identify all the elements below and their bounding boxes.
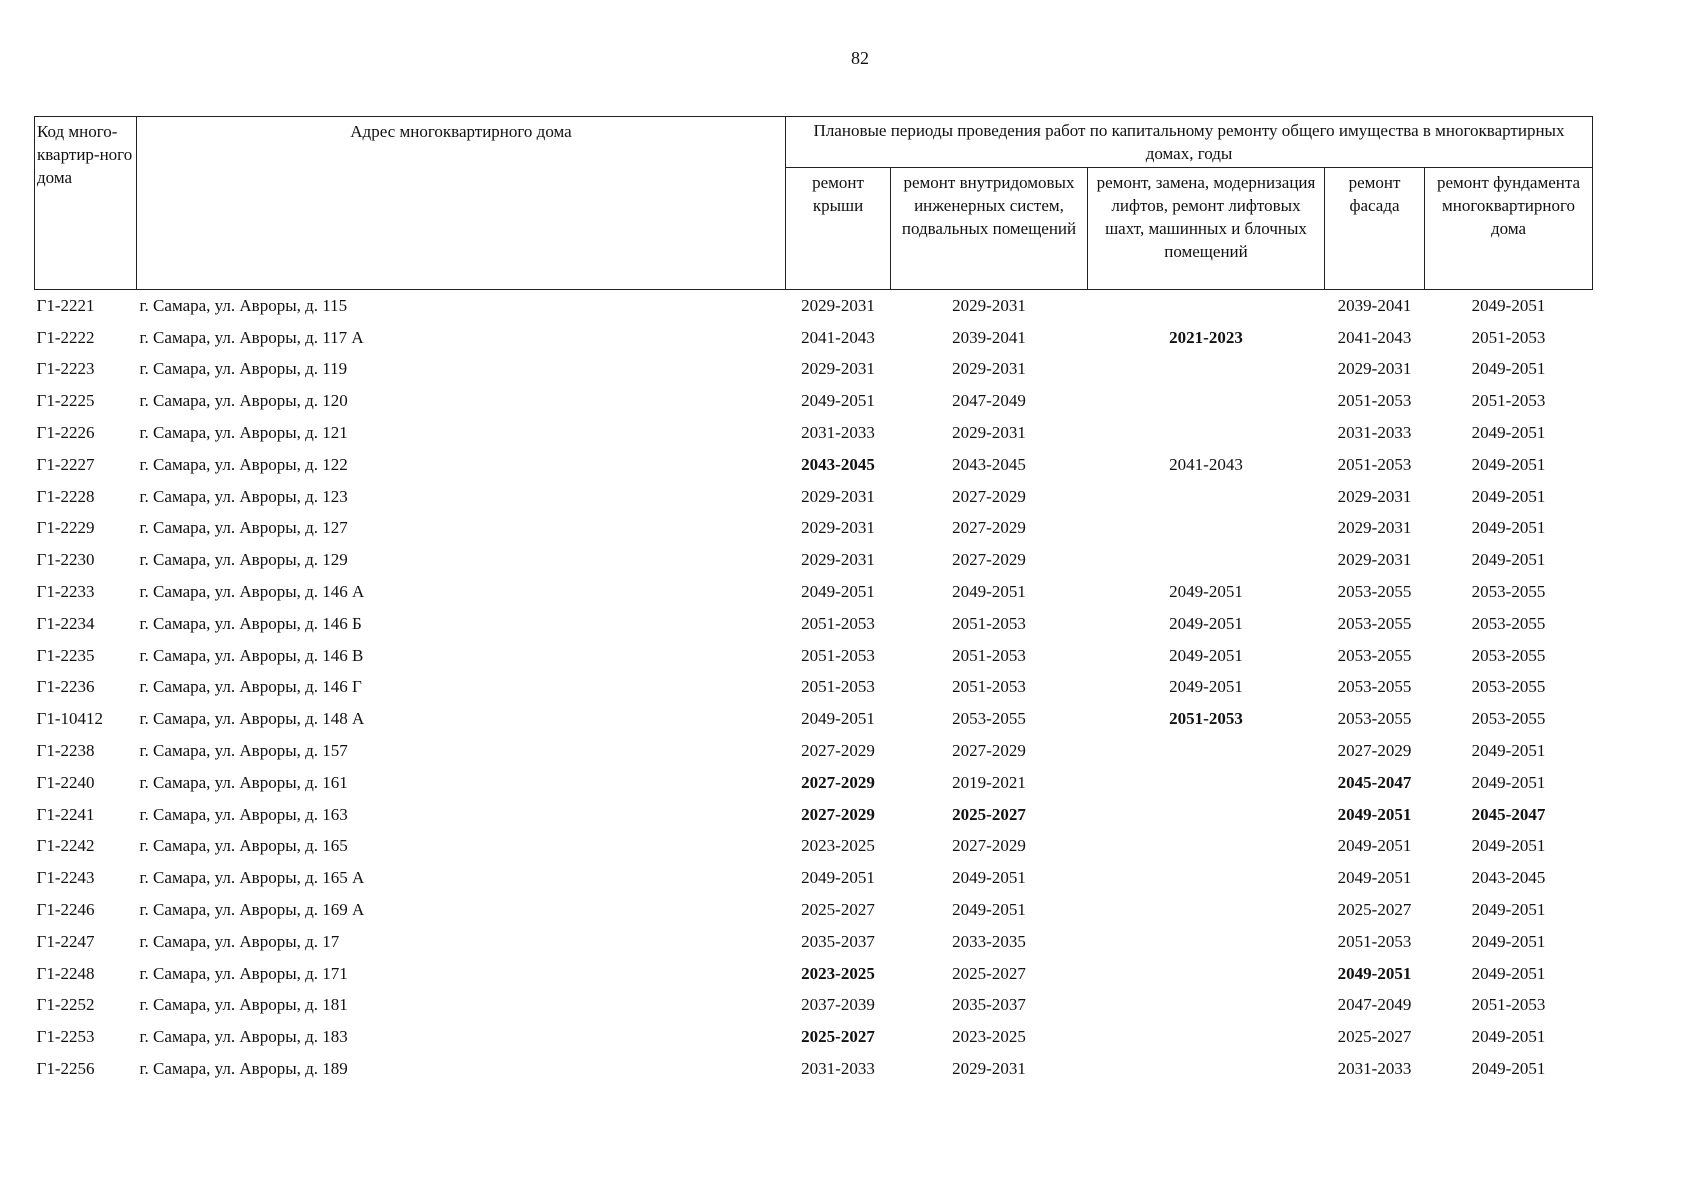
cell-lifts xyxy=(1088,767,1325,799)
cell-code: Г1-2253 xyxy=(36,1027,95,1047)
table-row xyxy=(35,735,1593,767)
cell-engineering: 2029-2031 xyxy=(952,423,1026,443)
cell-code: Г1-2235 xyxy=(36,645,95,665)
cell-foundation: 2049-2051 xyxy=(1471,1027,1546,1047)
cell-facade: 2049-2051 xyxy=(1337,868,1412,888)
table-row xyxy=(35,322,1593,354)
cell-lifts: 2049-2051 xyxy=(1169,582,1243,602)
cell-facade: 2049-2051 xyxy=(1337,804,1412,824)
cell-facade: 2053-2055 xyxy=(1337,709,1412,729)
cell-code: Г1-2228 xyxy=(36,486,95,506)
cell-address: г. Самара, ул. Авроры, д. 165 А xyxy=(139,868,365,888)
cell-roof: 2027-2029 xyxy=(801,804,875,824)
table-header xyxy=(35,117,1593,290)
cell-code: Г1-2226 xyxy=(36,423,95,443)
cell-engineering: 2053-2055 xyxy=(952,709,1026,729)
cell-address: г. Самара, ул. Авроры, д. 129 xyxy=(139,550,348,570)
table-row xyxy=(35,958,1593,990)
cell-lifts xyxy=(1088,385,1325,417)
cell-engineering: 2029-2031 xyxy=(952,1059,1026,1079)
cell-facade: 2053-2055 xyxy=(1337,645,1412,665)
cell-address: г. Самара, ул. Авроры, д. 163 xyxy=(139,804,348,824)
cell-foundation: 2049-2051 xyxy=(1471,836,1546,856)
table-row xyxy=(35,354,1593,386)
cell-address: г. Самара, ул. Авроры, д. 146 В xyxy=(139,645,364,665)
cell-roof: 2049-2051 xyxy=(801,709,875,729)
cell-lifts xyxy=(1088,290,1325,322)
cell-engineering: 2033-2035 xyxy=(952,931,1026,951)
cell-foundation: 2053-2055 xyxy=(1471,677,1546,697)
cell-roof: 2037-2039 xyxy=(801,995,875,1015)
table-row xyxy=(35,672,1593,704)
cell-engineering: 2049-2051 xyxy=(952,868,1026,888)
cell-foundation: 2051-2053 xyxy=(1471,391,1546,411)
cell-foundation: 2043-2045 xyxy=(1471,868,1546,888)
header-address: Адрес многоквартирного дома xyxy=(137,117,786,290)
table-row xyxy=(35,481,1593,513)
cell-facade: 2029-2031 xyxy=(1337,550,1412,570)
cell-address: г. Самара, ул. Авроры, д. 189 xyxy=(139,1059,348,1079)
cell-facade: 2041-2043 xyxy=(1337,327,1412,347)
cell-lifts xyxy=(1088,513,1325,545)
cell-lifts: 2021-2023 xyxy=(1169,327,1243,347)
cell-facade: 2031-2033 xyxy=(1337,423,1412,443)
cell-facade: 2025-2027 xyxy=(1337,900,1412,920)
cell-foundation: 2051-2053 xyxy=(1471,327,1546,347)
cell-roof: 2023-2025 xyxy=(801,836,875,856)
cell-code: Г1-2223 xyxy=(36,359,95,379)
cell-code: Г1-2240 xyxy=(36,772,95,792)
cell-foundation: 2049-2051 xyxy=(1471,772,1546,792)
cell-lifts xyxy=(1088,417,1325,449)
cell-code: Г1-2246 xyxy=(36,900,95,920)
cell-lifts: 2041-2043 xyxy=(1169,454,1243,474)
table-row xyxy=(35,290,1593,322)
cell-facade: 2031-2033 xyxy=(1337,1059,1412,1079)
cell-address: г. Самара, ул. Авроры, д. 117 А xyxy=(139,327,364,347)
cell-lifts xyxy=(1088,894,1325,926)
table-row xyxy=(35,544,1593,576)
table-row xyxy=(35,767,1593,799)
cell-address: г. Самара, ул. Авроры, д. 148 А xyxy=(139,709,365,729)
cell-code: Г1-2247 xyxy=(36,931,95,951)
cell-roof: 2025-2027 xyxy=(801,1027,875,1047)
cell-roof: 2027-2029 xyxy=(801,772,875,792)
cell-code: Г1-2236 xyxy=(36,677,95,697)
cell-facade: 2051-2053 xyxy=(1337,454,1412,474)
cell-address: г. Самара, ул. Авроры, д. 183 xyxy=(139,1027,348,1047)
table-row xyxy=(35,894,1593,926)
cell-foundation: 2049-2051 xyxy=(1471,550,1546,570)
cell-foundation: 2049-2051 xyxy=(1471,486,1546,506)
cell-foundation: 2049-2051 xyxy=(1471,963,1546,983)
cell-roof: 2051-2053 xyxy=(801,677,875,697)
cell-code: Г1-2242 xyxy=(36,836,95,856)
cell-engineering: 2051-2053 xyxy=(952,613,1026,633)
cell-roof: 2049-2051 xyxy=(801,391,875,411)
cell-facade: 2039-2041 xyxy=(1337,295,1412,315)
cell-code: Г1-2229 xyxy=(36,518,95,538)
cell-foundation: 2049-2051 xyxy=(1471,423,1546,443)
cell-address: г. Самара, ул. Авроры, д. 119 xyxy=(139,359,348,379)
cell-engineering: 2049-2051 xyxy=(952,900,1026,920)
cell-address: г. Самара, ул. Авроры, д. 123 xyxy=(139,486,348,506)
cell-lifts xyxy=(1088,799,1325,831)
cell-engineering: 2027-2029 xyxy=(952,550,1026,570)
cell-facade: 2027-2029 xyxy=(1337,741,1412,761)
cell-engineering: 2051-2053 xyxy=(952,645,1026,665)
cell-code: Г1-2238 xyxy=(36,741,95,761)
cell-foundation: 2051-2053 xyxy=(1471,995,1546,1015)
cell-engineering: 2023-2025 xyxy=(952,1027,1026,1047)
cell-facade: 2049-2051 xyxy=(1337,963,1412,983)
cell-facade: 2029-2031 xyxy=(1337,518,1412,538)
cell-facade: 2053-2055 xyxy=(1337,582,1412,602)
cell-foundation: 2049-2051 xyxy=(1471,900,1546,920)
cell-facade: 2025-2027 xyxy=(1337,1027,1412,1047)
table-body xyxy=(35,290,1593,1085)
cell-foundation: 2049-2051 xyxy=(1471,518,1546,538)
cell-engineering: 2019-2021 xyxy=(952,772,1026,792)
cell-roof: 2029-2031 xyxy=(801,550,875,570)
cell-address: г. Самара, ул. Авроры, д. 171 xyxy=(139,963,348,983)
cell-foundation: 2049-2051 xyxy=(1471,359,1546,379)
cell-foundation: 2049-2051 xyxy=(1471,454,1546,474)
header-code: Код много-квартир-ного дома xyxy=(35,117,137,290)
header-foundation: ремонт фундамента многоквартирного дома xyxy=(1425,168,1593,290)
cell-code: Г1-2241 xyxy=(36,804,95,824)
header-lifts: ремонт, замена, модернизация лифтов, ремонт лифтовых шахт, машинных и блочных помещений xyxy=(1088,168,1325,290)
cell-roof: 2041-2043 xyxy=(801,327,875,347)
table-row xyxy=(35,449,1593,481)
header-periods-group: Плановые периоды проведения работ по капитальному ремонту общего имущества в многоквартирных домах, годы xyxy=(786,117,1593,168)
cell-code: Г1-2233 xyxy=(36,582,95,602)
table-row xyxy=(35,926,1593,958)
cell-foundation: 2049-2051 xyxy=(1471,295,1546,315)
cell-address: г. Самара, ул. Авроры, д. 181 xyxy=(139,995,348,1015)
cell-code: Г1-2225 xyxy=(36,391,95,411)
table-row xyxy=(35,608,1593,640)
table-row xyxy=(35,862,1593,894)
cell-foundation: 2045-2047 xyxy=(1471,804,1546,824)
cell-address: г. Самара, ул. Авроры, д. 127 xyxy=(139,518,348,538)
cell-lifts xyxy=(1088,1021,1325,1053)
cell-foundation: 2049-2051 xyxy=(1471,1059,1546,1079)
cell-address: г. Самара, ул. Авроры, д. 169 А xyxy=(139,900,365,920)
cell-lifts xyxy=(1088,831,1325,863)
cell-engineering: 2027-2029 xyxy=(952,518,1026,538)
cell-roof: 2029-2031 xyxy=(801,518,875,538)
cell-lifts xyxy=(1088,735,1325,767)
cell-lifts: 2049-2051 xyxy=(1169,677,1243,697)
cell-facade: 2047-2049 xyxy=(1337,995,1412,1015)
cell-code: Г1-2222 xyxy=(36,327,95,347)
cell-lifts xyxy=(1088,481,1325,513)
cell-engineering: 2025-2027 xyxy=(952,804,1026,824)
cell-engineering: 2043-2045 xyxy=(952,454,1026,474)
cell-code: Г1-10412 xyxy=(36,709,103,729)
cell-engineering: 2049-2051 xyxy=(952,582,1026,602)
header-facade: ремонт фасада xyxy=(1325,168,1425,290)
cell-facade: 2051-2053 xyxy=(1337,931,1412,951)
cell-engineering: 2035-2037 xyxy=(952,995,1026,1015)
cell-address: г. Самара, ул. Авроры, д. 165 xyxy=(139,836,348,856)
cell-engineering: 2025-2027 xyxy=(952,963,1026,983)
cell-foundation: 2053-2055 xyxy=(1471,709,1546,729)
cell-lifts xyxy=(1088,926,1325,958)
cell-lifts: 2049-2051 xyxy=(1169,645,1243,665)
cell-lifts xyxy=(1088,544,1325,576)
table-row xyxy=(35,576,1593,608)
cell-address: г. Самара, ул. Авроры, д. 121 xyxy=(139,423,348,443)
cell-code: Г1-2227 xyxy=(36,454,95,474)
table-row xyxy=(35,1021,1593,1053)
cell-address: г. Самара, ул. Авроры, д. 120 xyxy=(139,391,348,411)
cell-address: г. Самара, ул. Авроры, д. 115 xyxy=(139,295,348,315)
table-row xyxy=(35,640,1593,672)
cell-address: г. Самара, ул. Авроры, д. 146 Б xyxy=(139,613,362,633)
cell-address: г. Самара, ул. Авроры, д. 161 xyxy=(139,772,348,792)
table-row xyxy=(35,703,1593,735)
cell-address: г. Самара, ул. Авроры, д. 146 А xyxy=(139,582,365,602)
cell-code: Г1-2234 xyxy=(36,613,95,633)
cell-address: г. Самара, ул. Авроры, д. 157 xyxy=(139,741,348,761)
cell-roof: 2049-2051 xyxy=(801,582,875,602)
cell-code: Г1-2256 xyxy=(36,1059,95,1079)
cell-lifts: 2049-2051 xyxy=(1169,613,1243,633)
cell-roof: 2043-2045 xyxy=(801,454,875,474)
cell-roof: 2051-2053 xyxy=(801,645,875,665)
cell-foundation: 2049-2051 xyxy=(1471,931,1546,951)
cell-code: Г1-2221 xyxy=(36,295,95,315)
table-row xyxy=(35,385,1593,417)
table-row xyxy=(35,1053,1593,1085)
cell-roof: 2031-2033 xyxy=(801,1059,875,1079)
cell-foundation: 2053-2055 xyxy=(1471,582,1546,602)
cell-code: Г1-2230 xyxy=(36,550,95,570)
cell-engineering: 2051-2053 xyxy=(952,677,1026,697)
cell-address: г. Самара, ул. Авроры, д. 17 xyxy=(139,931,340,951)
cell-engineering: 2027-2029 xyxy=(952,486,1026,506)
cell-code: Г1-2243 xyxy=(36,868,95,888)
cell-code: Г1-2252 xyxy=(36,995,95,1015)
cell-engineering: 2047-2049 xyxy=(952,391,1026,411)
cell-lifts xyxy=(1088,990,1325,1022)
cell-foundation: 2053-2055 xyxy=(1471,645,1546,665)
page-number: 82 xyxy=(851,48,869,68)
cell-facade: 2049-2051 xyxy=(1337,836,1412,856)
table-row xyxy=(35,990,1593,1022)
cell-facade: 2045-2047 xyxy=(1337,772,1412,792)
cell-lifts xyxy=(1088,958,1325,990)
cell-lifts xyxy=(1088,354,1325,386)
cell-lifts: 2051-2053 xyxy=(1169,709,1243,729)
cell-facade: 2029-2031 xyxy=(1337,359,1412,379)
header-engineering: ремонт внутридомовых инженерных систем, подвальных помещений xyxy=(891,168,1088,290)
cell-lifts xyxy=(1088,1053,1325,1085)
table-row xyxy=(35,831,1593,863)
cell-roof: 2027-2029 xyxy=(801,741,875,761)
table-row xyxy=(35,799,1593,831)
cell-engineering: 2029-2031 xyxy=(952,359,1026,379)
cell-roof: 2023-2025 xyxy=(801,963,875,983)
cell-lifts xyxy=(1088,862,1325,894)
cell-foundation: 2049-2051 xyxy=(1471,741,1546,761)
cell-facade: 2053-2055 xyxy=(1337,677,1412,697)
cell-roof: 2051-2053 xyxy=(801,613,875,633)
cell-engineering: 2029-2031 xyxy=(952,295,1026,315)
table-row xyxy=(35,417,1593,449)
cell-engineering: 2027-2029 xyxy=(952,836,1026,856)
cell-roof: 2025-2027 xyxy=(801,900,875,920)
cell-facade: 2053-2055 xyxy=(1337,613,1412,633)
cell-roof: 2035-2037 xyxy=(801,931,875,951)
cell-foundation: 2053-2055 xyxy=(1471,613,1546,633)
cell-code: Г1-2248 xyxy=(36,963,95,983)
cell-address: г. Самара, ул. Авроры, д. 122 xyxy=(139,454,348,474)
cell-engineering: 2027-2029 xyxy=(952,741,1026,761)
cell-roof: 2029-2031 xyxy=(801,295,875,315)
header-roof: ремонт крыши xyxy=(786,168,891,290)
cell-roof: 2049-2051 xyxy=(801,868,875,888)
repair-schedule-table xyxy=(34,116,1593,1085)
table-row xyxy=(35,513,1593,545)
cell-facade: 2051-2053 xyxy=(1337,391,1412,411)
cell-address: г. Самара, ул. Авроры, д. 146 Г xyxy=(139,677,362,697)
cell-engineering: 2039-2041 xyxy=(952,327,1026,347)
cell-roof: 2031-2033 xyxy=(801,423,875,443)
cell-facade: 2029-2031 xyxy=(1337,486,1412,506)
cell-roof: 2029-2031 xyxy=(801,359,875,379)
cell-roof: 2029-2031 xyxy=(801,486,875,506)
